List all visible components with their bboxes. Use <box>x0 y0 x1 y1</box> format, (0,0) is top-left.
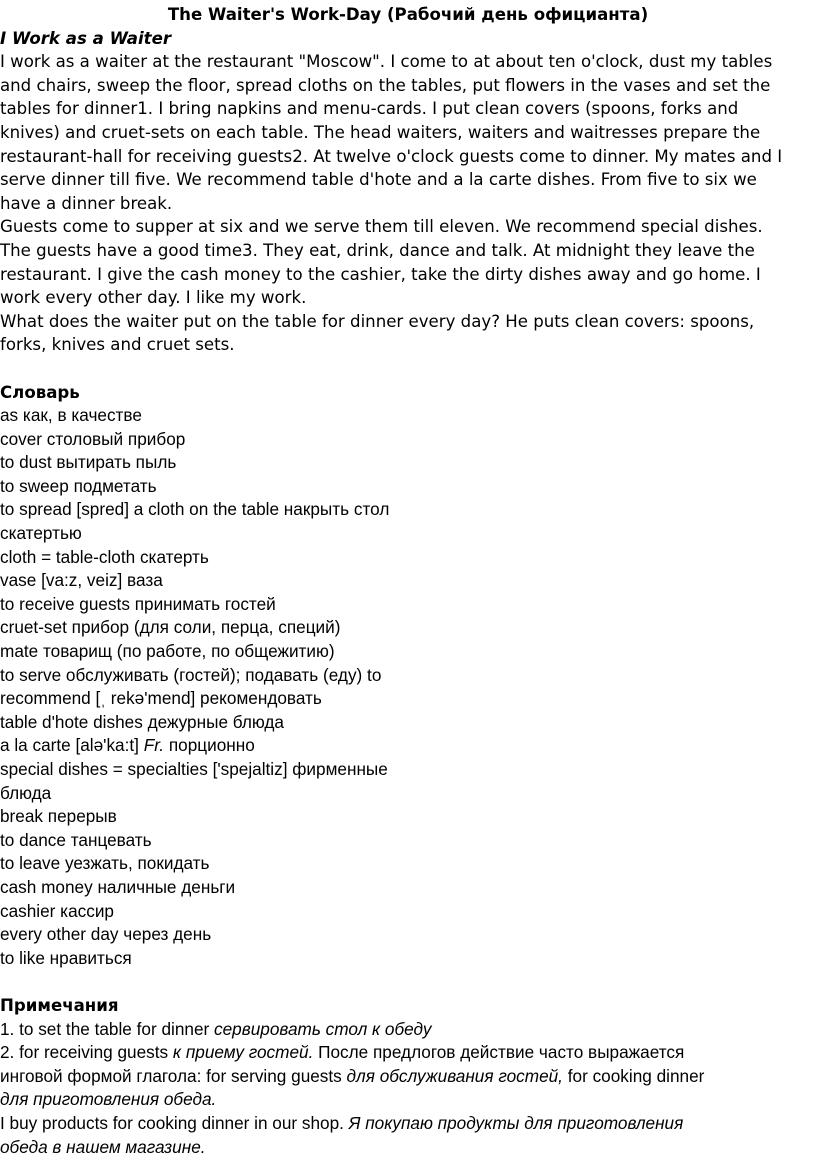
text-line: The guests have a good time3. They eat, drink, dance and talk. At midnight they leave the <box>0 239 816 263</box>
vocab-entry: break перерыв <box>0 805 816 829</box>
vocab-entry: to spread [spred] a cloth on the table накрыть стол <box>0 498 816 522</box>
vocab-text: порционно <box>164 735 255 755</box>
vocab-entry: every other day через день <box>0 923 816 947</box>
vocab-text: a la carte [alə'ka:t] <box>0 735 144 755</box>
text-line: tables for dinner1. I bring napkins and menu-cards. I put clean covers (spoons, forks and <box>0 97 816 121</box>
vocab-italic: Fr. <box>144 735 164 755</box>
notes-heading: Примечания <box>0 994 816 1018</box>
vocab-entry: скатертью <box>0 522 816 546</box>
vocabulary-heading: Словарь <box>0 381 816 405</box>
note-italic: для обслуживания гостей, <box>347 1066 563 1086</box>
vocab-entry: to serve обслуживать (гостей); подавать (еду) to <box>0 664 816 688</box>
note-example <box>0 1112 816 1136</box>
vocab-entry: special dishes = specialties ['spejaltiz] фирменные <box>0 758 816 782</box>
vocab-entry: mate товарищ (по работе, по общежитию) <box>0 640 816 664</box>
vocab-entry: recommend [ˌ rekə'mend] рекомендовать <box>0 687 816 711</box>
note-italic: Я покупаю продукты для приготовления <box>349 1113 684 1133</box>
text-line: restaurant-hall for receiving guests2. At twelve o'clock guests come to dinner. My mates and I <box>0 145 816 169</box>
vocab-entry-alacarte <box>0 734 816 758</box>
note-text: for cooking dinner <box>563 1066 704 1086</box>
vocab-entry: to receive guests принимать гостей <box>0 593 816 617</box>
vocab-entry: table d'hote dishes дежурные блюда <box>0 711 816 735</box>
note-2-cont <box>0 1065 816 1089</box>
note-italic: сервировать стол к обеду <box>214 1019 431 1039</box>
vocab-entry: cruet-set прибор (для соли, перца, специй) <box>0 616 816 640</box>
note-text: 1. to set the table for dinner <box>0 1019 214 1039</box>
vocab-entry: as как, в качестве <box>0 404 816 428</box>
document-title: The Waiter's Work-Day (Рабочий день официанта) <box>0 3 816 27</box>
text-line: and chairs, sweep the floor, spread cloths on the tables, put flowers in the vases and set the <box>0 74 816 98</box>
note-example-cont: обеда в нашем магазине. <box>0 1136 816 1159</box>
vocab-entry: to sweep подметать <box>0 475 816 499</box>
vocab-entry: cash money наличные деньги <box>0 876 816 900</box>
vocab-entry: cloth = table-cloth скатерть <box>0 546 816 570</box>
spacer <box>0 357 816 381</box>
text-line: What does the waiter put on the table for dinner every day? He puts clean covers: spoons, <box>0 310 816 334</box>
vocab-entry: cover столовый прибор <box>0 428 816 452</box>
note-italic: к приему гостей. <box>173 1042 313 1062</box>
vocab-entry: to dance танцевать <box>0 829 816 853</box>
note-1 <box>0 1018 816 1042</box>
document-subtitle: I Work as a Waiter <box>0 27 816 51</box>
note-text: После предлогов действие часто выражается <box>313 1042 684 1062</box>
text-line: forks, knives and cruet sets. <box>0 333 816 357</box>
vocab-entry: cashier кассир <box>0 900 816 924</box>
text-line: Guests come to supper at six and we serve them till eleven. We recommend special dishes. <box>0 215 816 239</box>
text-line: knives) and cruet-sets on each table. The head waiters, waiters and waitresses prepare the <box>0 121 816 145</box>
notes-list <box>0 1018 816 1159</box>
text-line: work every other day. I like my work. <box>0 286 816 310</box>
note-text: I buy products for cooking dinner in our shop. <box>0 1113 349 1133</box>
note-2-cont: для приготовления обеда. <box>0 1088 816 1112</box>
note-text: инговой формой глагола: for serving guests <box>0 1066 347 1086</box>
note-text: 2. for receiving guests <box>0 1042 173 1062</box>
spacer <box>0 970 816 994</box>
vocabulary-list <box>0 404 816 970</box>
note-2 <box>0 1041 816 1065</box>
text-line: serve dinner till five. We recommend table d'hote and a la carte dishes. From five to six we <box>0 168 816 192</box>
vocab-entry: to dust вытирать пыль <box>0 451 816 475</box>
text-line: restaurant. I give the cash money to the cashier, take the dirty dishes away and go home. I <box>0 263 816 287</box>
text-line: I work as a waiter at the restaurant "Moscow". I come to at about ten o'clock, dust my tables <box>0 50 816 74</box>
main-text <box>0 50 816 357</box>
vocab-entry: to leave уезжать, покидать <box>0 852 816 876</box>
vocab-entry: vase [va:z, veiz] ваза <box>0 569 816 593</box>
vocab-entry: to like нравиться <box>0 947 816 971</box>
vocab-entry: блюда <box>0 782 816 806</box>
text-line: have a dinner break. <box>0 192 816 216</box>
